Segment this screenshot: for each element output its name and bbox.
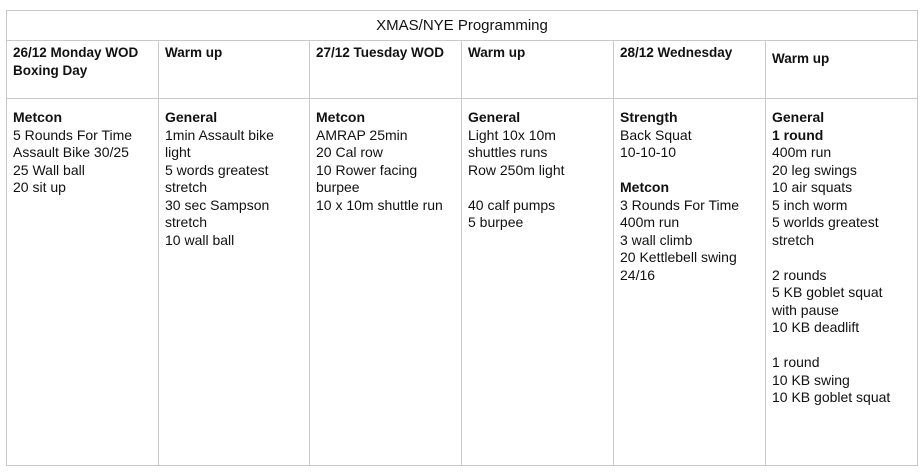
column-header (159, 40, 309, 99)
workout-line: 10 KB swing (772, 371, 850, 388)
column-header (7, 40, 158, 99)
workout-line: Row 250m light (468, 161, 565, 178)
section-heading: Strength (620, 109, 678, 125)
workout-line: 5 KB goblet squat (772, 284, 883, 300)
section-heading: Metcon (13, 109, 62, 125)
workout-line: Assault Bike 30/25 (13, 144, 129, 160)
workout-line: 10-10-10 (620, 144, 677, 160)
section-heading: Metcon (620, 179, 669, 195)
workout-line: with pause (772, 301, 839, 318)
workout-line: 3 wall climb (620, 231, 693, 248)
workout-line: 10 wall ball (165, 231, 235, 248)
workout-line: stretch (165, 214, 208, 230)
workout-line: AMRAP 25min (316, 126, 408, 143)
section-heading: Metcon (316, 109, 365, 125)
section-heading: 1 round (772, 126, 824, 143)
section-heading: General (772, 109, 825, 125)
workout-line: stretch (165, 179, 208, 195)
day-column-3 (310, 40, 462, 465)
workout-line: 10 Rower facing (316, 161, 418, 178)
table-title: XMAS/NYE Programming (7, 11, 917, 41)
column-header (462, 40, 613, 99)
column-body (614, 99, 765, 284)
column-header (614, 40, 765, 99)
workout-line: Light 10x 10m (468, 126, 556, 143)
workout-line: stretch (772, 231, 815, 248)
workout-line: 30 sec Sampson (165, 196, 270, 213)
spacer (772, 337, 911, 355)
workout-line: 5 Rounds For Time (13, 126, 133, 143)
workout-line: 2 rounds (772, 266, 827, 283)
workout-line: 25 Wall ball (13, 161, 85, 178)
column-header-text: Warm up (468, 45, 526, 60)
day-column-1 (7, 40, 159, 465)
column-body (766, 99, 917, 407)
spacer (620, 162, 759, 180)
column-body (462, 99, 613, 232)
spacer (772, 249, 911, 267)
workout-line: 10 air squats (772, 179, 853, 195)
workout-line: Back Squat (620, 126, 692, 143)
workout-line: 10 x 10m shuttle run (316, 196, 443, 213)
workout-line: light (165, 144, 191, 160)
column-header-text: 28/12 Wednesday (620, 45, 733, 60)
spacer (468, 179, 607, 197)
column-header-text: Warm up (772, 51, 830, 66)
day-column-4 (462, 40, 614, 465)
column-header-text: 27/12 Tuesday WOD (316, 45, 445, 60)
workout-line: 20 Cal row (316, 144, 383, 160)
programming-table (6, 10, 918, 466)
workout-line: 20 Kettlebell swing (620, 249, 737, 265)
workout-line: 10 KB deadlift (772, 319, 860, 335)
column-header-text: Boxing Day (13, 62, 88, 78)
column-header-text: 26/12 Monday WOD (13, 45, 139, 60)
day-column-2 (159, 40, 310, 465)
column-body (310, 99, 461, 214)
workout-line: 5 inch worm (772, 196, 848, 213)
workout-line: 400m run (772, 144, 832, 160)
workout-line: 5 worlds greatest (772, 214, 879, 230)
workout-line: 1 round (772, 354, 820, 370)
day-column-5 (614, 40, 766, 465)
workout-line: 20 sit up (13, 179, 66, 195)
column-body (7, 99, 158, 197)
workout-line: 40 calf pumps (468, 196, 556, 213)
workout-line: 1min Assault bike (165, 126, 274, 143)
section-heading: General (165, 109, 218, 125)
workout-line: 400m run (620, 214, 680, 230)
workout-line: 20 leg swings (772, 161, 857, 178)
column-header (766, 40, 917, 99)
column-body (159, 99, 309, 249)
workout-line: burpee (316, 179, 360, 195)
column-header-text: Warm up (165, 45, 223, 60)
workout-line: 24/16 (620, 266, 656, 283)
workout-line: 5 words greatest (165, 161, 269, 178)
column-header (310, 40, 461, 99)
day-column-6 (766, 40, 917, 465)
workout-line: 3 Rounds For Time (620, 196, 740, 213)
workout-line: shuttles runs (468, 144, 548, 160)
workout-line: 10 KB goblet squat (772, 389, 891, 405)
section-heading: General (468, 109, 521, 125)
workout-line: 5 burpee (468, 214, 524, 230)
